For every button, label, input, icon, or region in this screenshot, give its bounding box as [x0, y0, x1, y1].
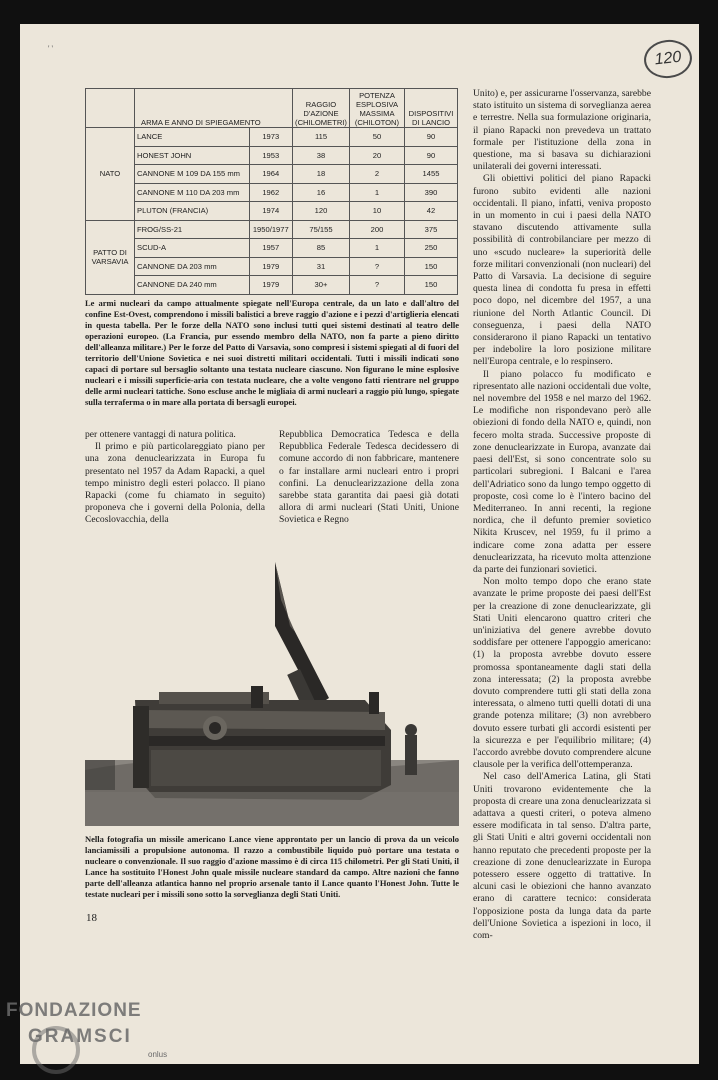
paragraph: Non molto tempo dopo che erano state avanzate le prime proposte dei paesi dell'Est per la creazione di zone denuclearizzate, gli Stati Uniti elencarono quattro criteri che un'iniziativa del genere avrebbe dovuto soddisfare per ottenere l'appoggio americano: (1) la proposta avrebbe dovuto essere promossa spontaneamente dagli stati della zona interessata; (2) la proposta avrebbe dovuto comprendere tutti gli stati della zona interessata, o almeno tutti quelli dotati di una grande potenza militare; (3) non avrebbero dovuto essere turbati gli accordi esistenti per la sicurezza e per l'equilibrio militare; (4) l'accordo avrebbe dovuto comprendere alcune clausole per la verifica dell'ottemperanza. [473, 576, 651, 771]
arm-cell: CANNONE DA 203 mm [135, 257, 250, 276]
launchers-cell: 90 [405, 146, 458, 165]
launchers-cell: 90 [405, 128, 458, 147]
year-cell: 1957 [249, 239, 292, 258]
watermark-onlus: onlus [148, 1050, 168, 1059]
range-cell: 75/155 [293, 220, 350, 239]
yield-cell: 1 [350, 183, 405, 202]
yield-cell: 1 [350, 239, 405, 258]
page-number: 18 [86, 912, 97, 924]
watermark-line2: GRAMSCI [28, 1026, 132, 1047]
paragraph: Unito) e, per assicurarne l'osservanza, sarebbe stato istituito un sistema di sorveglianza aerea e terrestre. Nella sua formulazione originaria, il piano Rapacki non prevedeva un trattato formale per l'istituzione della zona in questione, ma si basava su dichiarazioni unilaterali dei governi interessati. [473, 88, 651, 173]
range-cell: 18 [293, 165, 350, 184]
launchers-cell: 390 [405, 183, 458, 202]
range-cell: 38 [293, 146, 350, 165]
middle-column [279, 429, 459, 527]
launchers-cell: 42 [405, 202, 458, 221]
watermark-line1: FONDAZIONE [6, 1000, 142, 1021]
yield-cell: 200 [350, 220, 405, 239]
range-cell: 85 [293, 239, 350, 258]
table-row [86, 276, 458, 295]
group-label: NATO [86, 128, 135, 221]
range-cell: 115 [293, 128, 350, 147]
margin-mark: ' ' [48, 44, 53, 53]
paragraph: per ottenere vantaggi di natura politica. [85, 429, 236, 440]
yield-cell: 2 [350, 165, 405, 184]
launchers-cell: 150 [405, 257, 458, 276]
year-cell: 1979 [249, 257, 292, 276]
arm-cell: FROG/SS-21 [135, 220, 250, 239]
yield-cell: ? [350, 257, 405, 276]
year-cell: 1973 [249, 128, 292, 147]
arm-cell: CANNONE DA 240 mm [135, 276, 250, 295]
header-yield: POTENZA ESPLOSIVA MASSIMA (CHILOTON) [350, 89, 405, 128]
paragraph: Il primo e più particolareggiato piano per una zona denuclearizzata in Europa fu presentato nel 1957 da Adam Rapacki, a quel tempo ministro degli esteri polacco. Il piano Rapacki (come fu chiamato in seguito) proponeva che i governi della Polonia, della Cecoslovacchia, della [85, 441, 265, 526]
header-range: RAGGIO D'AZIONE (CHILOMETRI) [293, 89, 350, 128]
range-cell: 16 [293, 183, 350, 202]
launchers-cell: 250 [405, 239, 458, 258]
arm-cell: PLUTON (FRANCIA) [135, 202, 250, 221]
table-row [86, 146, 458, 165]
table-row [86, 202, 458, 221]
arm-cell: LANCE [135, 128, 250, 147]
table-row [86, 128, 458, 147]
yield-cell: ? [350, 276, 405, 295]
yield-cell: 10 [350, 202, 405, 221]
launchers-cell: 150 [405, 276, 458, 295]
launchers-cell: 1455 [405, 165, 458, 184]
right-column [473, 88, 651, 942]
arm-cell: CANNONE M 110 DA 203 mm [135, 183, 250, 202]
archive-stamp: 120 [642, 38, 694, 81]
paragraph: Gli obiettivi politici del piano Rapacki furono subito evidenti alle nazioni occidentali. Il piano, infatti, veniva proposto in un momento in cui i paesi della NATO stavano discutendo attivamente sulla possibilità di controbilanciare per mezzo di uno «scudo nucleare» la superiorità delle forze militari convenzionali (non nucleari) del Patto di Varsavia. La decisione di seguire questa linea di condotta fu presa in effetti poco dopo, nel dicembre del 1957, a una riunione del North Atlantic Council. Di conseguenza, i paesi della NATO considerarono il piano Rapacki un tentativo per indebolire la loro posizione militare nell'Europa centrale, e lo respinsero. [473, 173, 651, 368]
year-cell: 1953 [249, 146, 292, 165]
range-cell: 30+ [293, 276, 350, 295]
table-header-row [86, 89, 458, 128]
left-column [85, 429, 265, 527]
year-cell: 1962 [249, 183, 292, 202]
arm-cell: HONEST JOHN [135, 146, 250, 165]
table-row [86, 165, 458, 184]
table-row [86, 183, 458, 202]
paragraph: Repubblica Democratica Tedesca e della Repubblica Federale Tedesca decidessero di comune accordo di non fabbricare, mantenere o far installare armi nucleari entro i propri confini. La denuclearizzazione della zona sarebbe stata garantita dai paesi già dotati allora di armi nucleari (Stati Uniti, Unione Sovietica e Regno [279, 429, 459, 526]
table-row [86, 239, 458, 258]
year-cell: 1950/1977 [249, 220, 292, 239]
photo-caption: Nella fotografia un missile americano Lance viene approntato per un lancio di prova da un veicolo lanciamissili a propulsione autonoma. Il razzo a combustibile liquido può portare una testata o nucleare o convenzionale. Il suo raggio d'azione massimo è di circa 115 chilometri. Per gli Stati Uniti, il Lance ha sostituito l'Honest John quale missile nucleare standard da campo. Altre nazioni che fanno parte dell'alleanza atlantica hanno nel proprio arsenale tanto il Lance quanto l'Honest John. Tutte le testate nucleari per i missili sono sotto la sorveglianza degli Stati Uniti. [85, 834, 459, 899]
launchers-cell: 375 [405, 220, 458, 239]
paragraph: Nel caso dell'America Latina, gli Stati Uniti trovarono evidentemente che la proposta di creare una zona denuclearizzata si adattava a questi criteri, o poteva almeno essere modificata in tal senso. D'altra parte, gli Stati Uniti e altri governi occidentali non hanno reputato che precedenti proposte per la creazione di zone denuclearizzate in Europa potessero essere oggetto di trattative. In alcuni casi le obiezioni che hanno avanzato erano di carattere tecnico: considerata l'opposizione posta da lunga data da parte dell'Unione Sovietica a ispezioni in loco, il com- [473, 771, 651, 942]
year-cell: 1979 [249, 276, 292, 295]
table-caption: Le armi nucleari da campo attualmente spiegate nell'Europa centrale, da un lato e dall'altro del confine Est-Ovest, comprendono i missili balistici a breve raggio d'azione e i pezzi d'artiglieria elencati in questa tabella. Per le forze della NATO sono inclusi tutti quei sistemi destinati al teatro delle operazioni europeo. (La Francia, pur essendo membro della NATO, non fa parte a pieno diritto dell'alleanza militare.) Per le forze del Patto di Varsavia, sono compresi i sistemi spiegati al di fuori del territorio dell'Unione Sovietica e nei suoi distretti militari occidentali. Tutti i missili indicati sono capaci di portare sul bersaglio soltanto una testata nucleare ciascuno. Non figurano le mine esplosive nucleari e i missili superficie-aria con testata nucleare, che a volte vengono fatti rientrare nel gruppo delle armi nucleari tattiche. Sono escluse anche le migliaia di armi nucleari a raggio più lungo, spiegate sulla terraferma o in mare alla portata di bersagli europei. [85, 298, 459, 407]
year-cell: 1964 [249, 165, 292, 184]
paragraph: Il piano polacco fu modificato e ripresentato alle nazioni occidentali due volte, nel novembre del 1958 e nel marzo del 1962. Le modifiche non rispondevano però alle obiezioni di fondo della NATO e, quindi, non fecero molta strada. Successive proposte di zone denuclearizzate in Europa, avanzate dai paesi dell'Est, si sono concentrate solo su particolari subregioni. I Balcani e l'area dell'Adriatico sono da lungo tempo oggetto di proposte, così come lo è l'intero bacino del Mediterraneo. In anni recenti, la regione nordica, che il defunto premier sovietico Nikita Kruscev, nel 1959, fu il primo a indicare come zona adatta per essere denuclearizzata, ha ricevuto molta attenzione da parte dei funzionari sovietici. [473, 368, 651, 575]
arm-cell: SCUD-A [135, 239, 250, 258]
weapons-table [85, 88, 458, 295]
arm-cell: CANNONE M 109 DA 155 mm [135, 165, 250, 184]
header-group [86, 89, 135, 128]
missile-launcher-photo [85, 560, 459, 826]
range-cell: 120 [293, 202, 350, 221]
yield-cell: 50 [350, 128, 405, 147]
year-cell: 1974 [249, 202, 292, 221]
range-cell: 31 [293, 257, 350, 276]
yield-cell: 20 [350, 146, 405, 165]
header-launchers: DISPOSITIVI DI LANCIO [405, 89, 458, 128]
table-row [86, 257, 458, 276]
group-label: PATTO DI VARSAVIA [86, 220, 135, 294]
header-arm: ARMA E ANNO DI SPIEGAMENTO [135, 89, 293, 128]
table-row [86, 220, 458, 239]
